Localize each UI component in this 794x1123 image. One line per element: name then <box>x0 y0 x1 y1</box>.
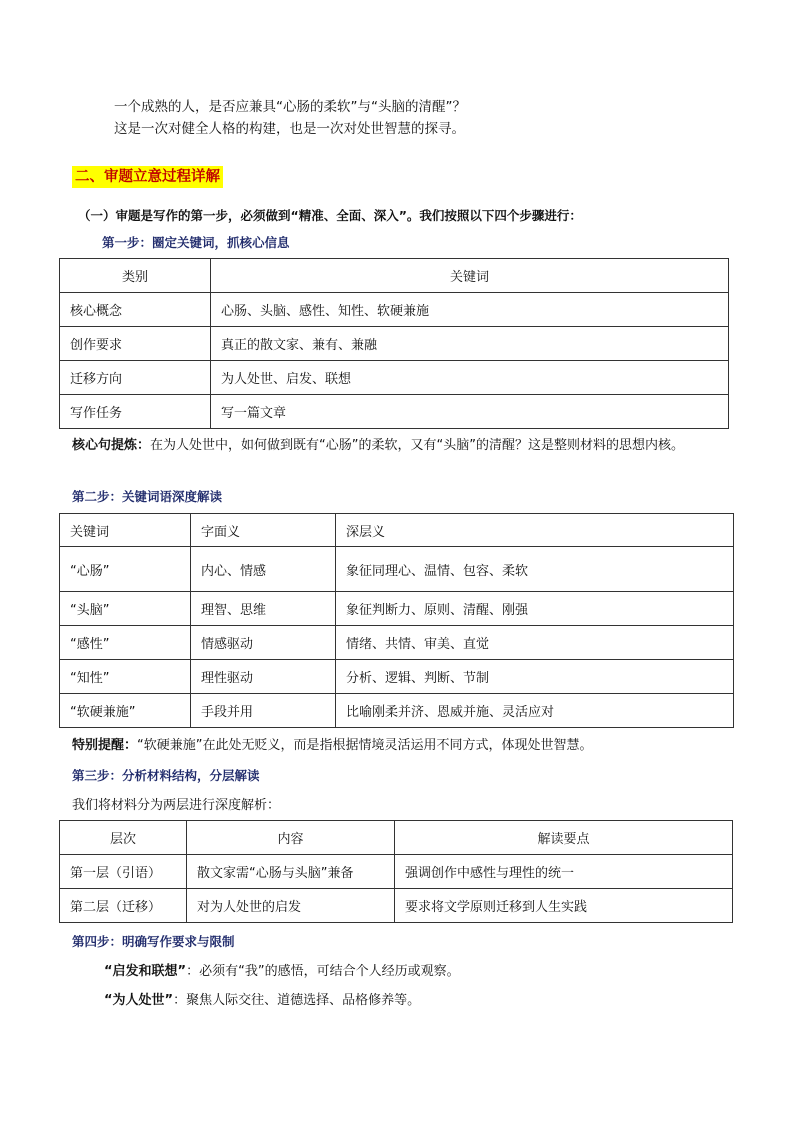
table-cell: 创作要求 <box>60 327 211 361</box>
note-label: 核心句提炼： <box>72 438 151 453</box>
table-cell: 手段并用 <box>191 694 336 728</box>
table-row <box>60 626 734 660</box>
table-header: 内容 <box>187 821 395 855</box>
table-cell: 内心、情感 <box>191 547 336 592</box>
step2-title: 第二步：关键词语深度解读 <box>72 489 223 504</box>
table-header: 层次 <box>60 821 187 855</box>
step2-note <box>72 736 732 756</box>
note-text: “软硬兼施”在此处无贬义，而是指根据情境灵活运用不同方式，体现处世智慧。 <box>137 738 593 753</box>
table-cell: “头脑” <box>60 592 191 626</box>
table-cell: 为人处世、启发、联想 <box>211 361 729 395</box>
requirement-label: “为人处世” <box>104 993 174 1008</box>
table-header: 深层义 <box>336 514 734 547</box>
table-header-row <box>60 821 733 855</box>
table-row <box>60 395 729 429</box>
table-cell: 情绪、共情、审美、直觉 <box>336 626 734 660</box>
table-cell: 比喻刚柔并济、恩威并施、灵活应对 <box>336 694 734 728</box>
table-row <box>60 694 734 728</box>
table-cell: 真正的散文家、兼有、兼融 <box>211 327 729 361</box>
note-text: 在为人处世中，如何做到既有“心肠”的柔软，又有“头脑”的清醒？这是整则材料的思想内核。 <box>150 438 684 453</box>
table-row <box>60 547 734 592</box>
requirement-item <box>104 989 420 1008</box>
step1-note <box>72 436 732 456</box>
table-cell: “感性” <box>60 626 191 660</box>
step1-title: 第一步：圈定关键词，抓核心信息 <box>102 235 290 250</box>
table-header: 解读要点 <box>395 821 733 855</box>
table-cell: 象征同理心、温情、包容、柔软 <box>336 547 734 592</box>
table-header: 关键词 <box>60 514 191 547</box>
table-cell: 理性驱动 <box>191 660 336 694</box>
table-header-row <box>60 259 729 293</box>
requirement-text: ：聚焦人际交往、道德选择、品格修养等。 <box>173 993 421 1008</box>
table-cell: 第一层（引语） <box>60 855 187 889</box>
note-label: 特别提醒： <box>72 738 138 753</box>
table-row <box>60 855 733 889</box>
table-cell: 散文家需“心肠与头脑”兼备 <box>187 855 395 889</box>
table-cell: “心肠” <box>60 547 191 592</box>
table-cell: 强调创作中感性与理性的统一 <box>395 855 733 889</box>
table-cell: 第二层（迁移） <box>60 889 187 923</box>
section-title: 二、审题立意过程详解 <box>72 166 223 188</box>
intro-line-2: 这是一次对健全人格的构建，也是一次对处世智慧的探寻。 <box>114 121 465 137</box>
table-row <box>60 592 734 626</box>
table-header-row <box>60 514 734 547</box>
step3-intro: 我们将材料分为两层进行深度解析： <box>72 798 281 813</box>
step2-table <box>59 513 734 728</box>
table-header: 关键词 <box>211 259 729 293</box>
table-cell: 迁移方向 <box>60 361 211 395</box>
table-cell: “知性” <box>60 660 191 694</box>
requirement-label: “启发和联想” <box>104 964 187 979</box>
table-cell: 心肠、头脑、感性、知性、软硬兼施 <box>211 293 729 327</box>
table-cell: 写作任务 <box>60 395 211 429</box>
table-header: 类别 <box>60 259 211 293</box>
requirement-item <box>104 960 460 979</box>
table-cell: 象征判断力、原则、清醒、刚强 <box>336 592 734 626</box>
section-sub-heading: （一）审题是写作的第一步，必须做到“精准、全面、深入”。我们按照以下四个步骤进行： <box>78 208 582 223</box>
table-cell: 分析、逻辑、判断、节制 <box>336 660 734 694</box>
step3-table <box>59 820 733 923</box>
table-row <box>60 361 729 395</box>
table-cell: 对为人处世的启发 <box>187 889 395 923</box>
table-cell: 要求将文学原则迁移到人生实践 <box>395 889 733 923</box>
intro-line-1: 一个成熟的人，是否应兼具“心肠的柔软”与“头脑的清醒”？ <box>114 99 466 115</box>
step3-title: 第三步：分析材料结构，分层解读 <box>72 768 260 783</box>
step4-title: 第四步：明确写作要求与限制 <box>72 934 235 949</box>
table-cell: 理智、思维 <box>191 592 336 626</box>
step1-table <box>59 258 729 429</box>
table-cell: 核心概念 <box>60 293 211 327</box>
table-row <box>60 293 729 327</box>
table-header: 字面义 <box>191 514 336 547</box>
requirement-text: ：必须有“我”的感悟，可结合个人经历或观察。 <box>186 964 460 979</box>
table-row <box>60 889 733 923</box>
table-cell: 写一篇文章 <box>211 395 729 429</box>
table-cell: 情感驱动 <box>191 626 336 660</box>
table-row <box>60 660 734 694</box>
table-cell: “软硬兼施” <box>60 694 191 728</box>
table-row <box>60 327 729 361</box>
